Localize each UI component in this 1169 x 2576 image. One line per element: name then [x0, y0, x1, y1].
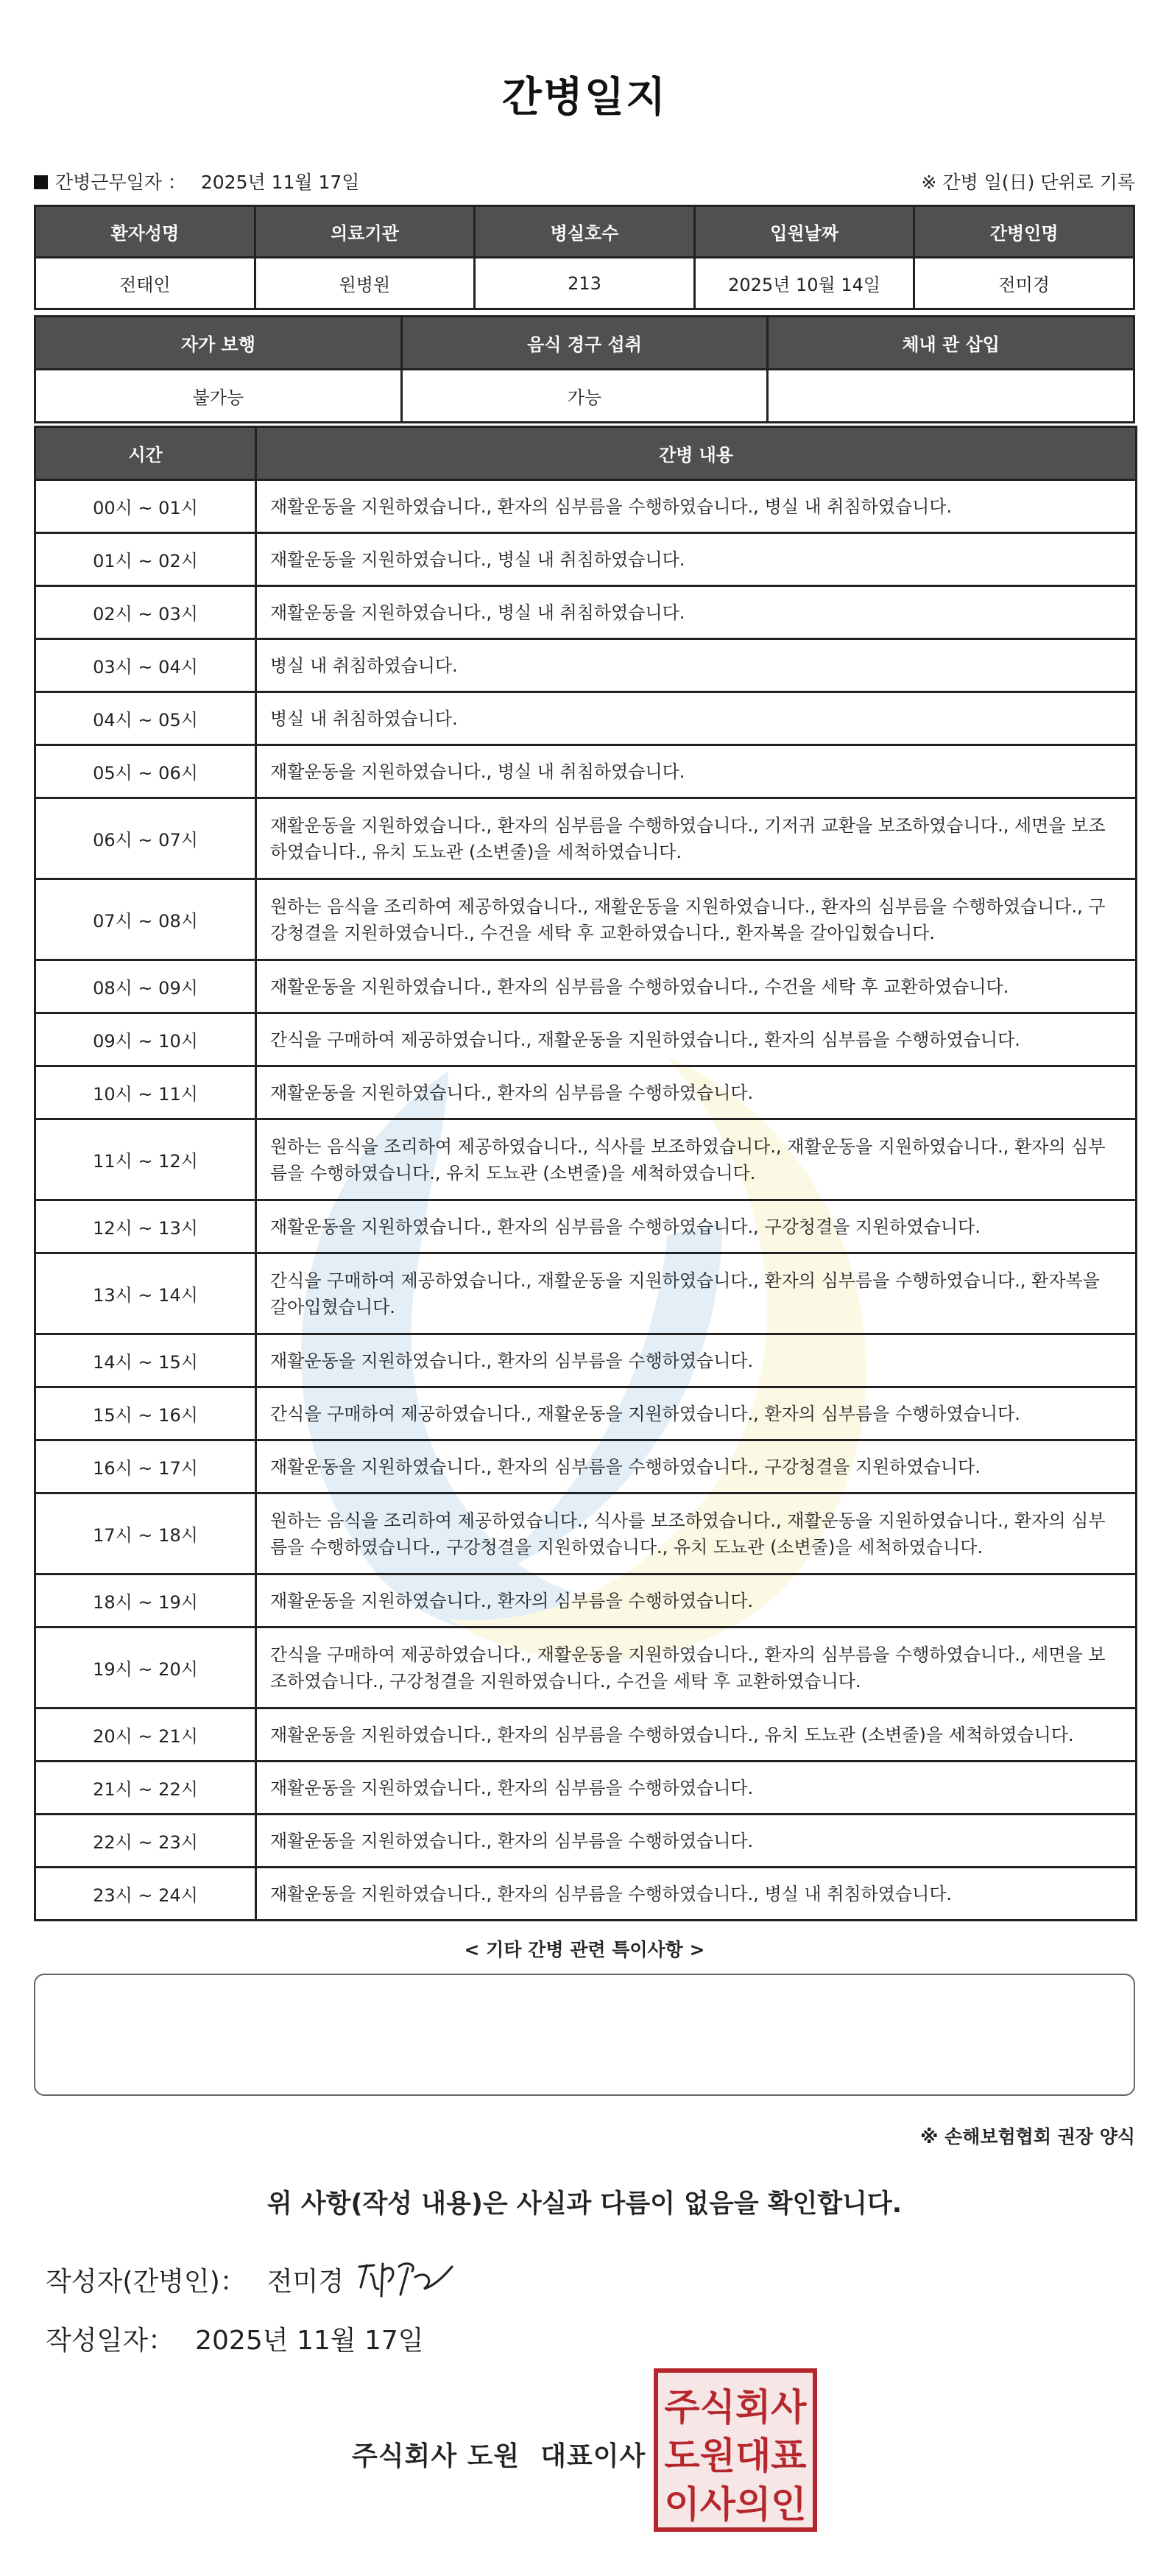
header-admission-date: 입원날짜 — [694, 206, 914, 258]
table-row — [35, 1708, 1137, 1762]
row-time: 07시 ~ 08시 — [35, 879, 256, 960]
row-content: 재활운동을 지원하였습니다., 병실 내 취침하였습니다. — [256, 533, 1137, 586]
row-time: 20시 ~ 21시 — [35, 1708, 256, 1762]
seal-line-3: 이사의인 — [664, 2483, 807, 2526]
admission-date: 2025년 10월 14일 — [694, 258, 914, 309]
row-content: 원하는 음식을 조리하여 제공하였습니다., 재활운동을 지원하였습니다., 환자의 심부름을 수행하였습니다., 구강청결을 지원하였습니다., 수건을 세탁 후 교환하였습니다., 환자복을 갈아입혔습니다. — [256, 879, 1137, 960]
row-time: 19시 ~ 20시 — [35, 1627, 256, 1708]
row-content: 재활운동을 지원하였습니다., 환자의 심부름을 수행하였습니다. — [256, 1815, 1137, 1868]
row-time: 01시 ~ 02시 — [35, 533, 256, 586]
row-content: 병실 내 취침하였습니다. — [256, 639, 1137, 692]
header-hospital: 의료기관 — [255, 206, 475, 258]
row-time: 23시 ~ 24시 — [35, 1868, 256, 1921]
table-row — [35, 1493, 1137, 1574]
row-time: 21시 ~ 22시 — [35, 1762, 256, 1815]
row-time: 10시 ~ 11시 — [35, 1066, 256, 1119]
signature-icon — [353, 2252, 464, 2304]
work-date-value: 2025년 11월 17일 — [200, 172, 360, 193]
table-row — [35, 1815, 1137, 1868]
patient-status-table — [34, 315, 1135, 423]
row-time: 16시 ~ 17시 — [35, 1440, 256, 1493]
table-row — [35, 1119, 1137, 1200]
patient-name: 전태인 — [35, 258, 255, 309]
table-row — [35, 745, 1137, 798]
row-time: 12시 ~ 13시 — [35, 1200, 256, 1253]
hospital-name: 원병원 — [255, 258, 475, 309]
row-time: 03시 ~ 04시 — [35, 639, 256, 692]
tube-insertion-value — [768, 370, 1134, 423]
table-row — [35, 1066, 1137, 1119]
table-row — [35, 1762, 1137, 1815]
row-content: 간식을 구매하여 제공하였습니다., 재활운동을 지원하였습니다., 환자의 심부름을 수행하였습니다. — [256, 1387, 1137, 1440]
table-row — [35, 1200, 1137, 1253]
table-row — [35, 1627, 1137, 1708]
row-time: 09시 ~ 10시 — [35, 1013, 256, 1066]
row-time: 14시 ~ 15시 — [35, 1334, 256, 1387]
header-tube-insertion: 체내 관 삽입 — [768, 317, 1134, 370]
row-content: 재활운동을 지원하였습니다., 병실 내 취침하였습니다. — [256, 586, 1137, 639]
row-content: 재활운동을 지원하였습니다., 환자의 심부름을 수행하였습니다. — [256, 1066, 1137, 1119]
table-row — [35, 586, 1137, 639]
row-content: 재활운동을 지원하였습니다., 환자의 심부름을 수행하였습니다., 병실 내 취침하였습니다. — [256, 1868, 1137, 1921]
row-time: 00시 ~ 01시 — [35, 480, 256, 533]
row-time: 22시 ~ 23시 — [35, 1815, 256, 1868]
company-rep: 대표이사 — [540, 2441, 646, 2471]
square-bullet-icon — [34, 175, 48, 189]
table-row — [35, 639, 1137, 692]
row-time: 08시 ~ 09시 — [35, 960, 256, 1013]
table-row — [35, 798, 1137, 879]
table-row — [35, 533, 1137, 586]
author-line — [46, 2261, 344, 2298]
company-name: 주식회사 도원 — [352, 2441, 520, 2471]
written-date-label: 작성일자： — [46, 2326, 175, 2356]
table-row — [35, 879, 1137, 960]
table-row — [35, 960, 1137, 1013]
row-time: 17시 ~ 18시 — [35, 1493, 256, 1574]
table-row — [35, 1334, 1137, 1387]
table-row — [35, 480, 1137, 533]
patient-info-table — [34, 205, 1135, 310]
row-time: 02시 ~ 03시 — [35, 586, 256, 639]
author-name: 전미경 — [266, 2267, 345, 2297]
source-note: ※ 손해보험협회 권장 양식 — [920, 2126, 1135, 2147]
header-oral-intake: 음식 경구 섭취 — [401, 317, 768, 370]
notes-box — [34, 1974, 1135, 2096]
row-content: 재활운동을 지원하였습니다., 환자의 심부름을 수행하였습니다., 기저귀 교환을 보조하였습니다., 세면을 보조하였습니다., 유치 도뇨관 (소변줄)을 세척하였습니다. — [256, 798, 1137, 879]
written-date-line — [46, 2320, 424, 2357]
row-time: 04시 ~ 05시 — [35, 692, 256, 745]
table-row — [35, 1387, 1137, 1440]
row-time: 11시 ~ 12시 — [35, 1119, 256, 1200]
header-time: 시간 — [35, 427, 256, 480]
author-label: 작성자(간병인)： — [46, 2267, 247, 2297]
page-title: 간병일지 — [501, 74, 668, 122]
row-time: 18시 ~ 19시 — [35, 1574, 256, 1627]
row-content: 간식을 구매하여 제공하였습니다., 재활운동을 지원하였습니다., 환자의 심부름을 수행하였습니다., 세면을 보조하였습니다., 구강청결을 지원하였습니다., 수건을 세탁 후 교환하였습니다. — [256, 1627, 1137, 1708]
caregiver-name: 전미경 — [914, 258, 1134, 309]
row-content: 원하는 음식을 조리하여 제공하였습니다., 식사를 보조하였습니다., 재활운동을 지원하였습니다., 환자의 심부름을 수행하였습니다., 구강청결을 지원하였습니다., 유치 도뇨관 (소변줄)을 세척하였습니다. — [256, 1493, 1137, 1574]
row-time: 13시 ~ 14시 — [35, 1253, 256, 1334]
row-content: 재활운동을 지원하였습니다., 환자의 심부름을 수행하였습니다., 병실 내 취침하였습니다. — [256, 480, 1137, 533]
row-content: 원하는 음식을 조리하여 제공하였습니다., 식사를 보조하였습니다., 재활운동을 지원하였습니다., 환자의 심부름을 수행하였습니다., 유치 도뇨관 (소변줄)을 세척하였습니다. — [256, 1119, 1137, 1200]
care-log-table — [34, 426, 1137, 1921]
unit-note: ※ 간병 일(日) 단위로 기록 — [921, 172, 1135, 193]
row-content: 재활운동을 지원하였습니다., 환자의 심부름을 수행하였습니다. — [256, 1574, 1137, 1627]
row-content: 재활운동을 지원하였습니다., 환자의 심부름을 수행하였습니다., 구강청결을 지원하였습니다. — [256, 1200, 1137, 1253]
work-date-line — [34, 168, 359, 194]
self-walking-value: 불가능 — [35, 370, 402, 423]
seal-line-2: 도원대표 — [664, 2435, 807, 2477]
header-caregiver-name: 간병인명 — [914, 206, 1134, 258]
header-patient-name: 환자성명 — [35, 206, 255, 258]
table-row — [35, 1868, 1137, 1921]
header-care-content: 간병 내용 — [256, 427, 1137, 480]
notes-title: < 기타 간병 관련 특이사항 > — [464, 1939, 705, 1960]
row-time: 15시 ~ 16시 — [35, 1387, 256, 1440]
row-content: 재활운동을 지원하였습니다., 환자의 심부름을 수행하였습니다., 유치 도뇨관 (소변줄)을 세척하였습니다. — [256, 1708, 1137, 1762]
table-row — [35, 1013, 1137, 1066]
row-content: 간식을 구매하여 제공하였습니다., 재활운동을 지원하였습니다., 환자의 심부름을 수행하였습니다., 환자복을 갈아입혔습니다. — [256, 1253, 1137, 1334]
confirmation-statement: 위 사항(작성 내용)은 사실과 다름이 없음을 확인합니다. — [266, 2189, 903, 2219]
row-content: 병실 내 취침하였습니다. — [256, 692, 1137, 745]
table-row — [35, 692, 1137, 745]
table-row — [35, 1253, 1137, 1334]
table-row — [35, 1574, 1137, 1627]
row-content: 재활운동을 지원하였습니다., 병실 내 취침하였습니다. — [256, 745, 1137, 798]
written-date-value: 2025년 11월 17일 — [195, 2326, 424, 2356]
company-seal-icon — [654, 2368, 817, 2532]
row-time: 05시 ~ 06시 — [35, 745, 256, 798]
oral-intake-value: 가능 — [401, 370, 768, 423]
header-self-walking: 자가 보행 — [35, 317, 402, 370]
work-date-label: 간병근무일자 ： — [55, 172, 186, 193]
header-room: 병실호수 — [475, 206, 695, 258]
row-content: 간식을 구매하여 제공하였습니다., 재활운동을 지원하였습니다., 환자의 심부름을 수행하였습니다. — [256, 1013, 1137, 1066]
row-content: 재활운동을 지원하였습니다., 환자의 심부름을 수행하였습니다. — [256, 1334, 1137, 1387]
company-line — [352, 2435, 646, 2473]
row-content: 재활운동을 지원하였습니다., 환자의 심부름을 수행하였습니다., 구강청결을 지원하였습니다. — [256, 1440, 1137, 1493]
room-number: 213 — [475, 258, 695, 309]
seal-line-1: 주식회사 — [664, 2386, 807, 2429]
row-content: 재활운동을 지원하였습니다., 환자의 심부름을 수행하였습니다. — [256, 1762, 1137, 1815]
row-content: 재활운동을 지원하였습니다., 환자의 심부름을 수행하였습니다., 수건을 세탁 후 교환하였습니다. — [256, 960, 1137, 1013]
row-time: 06시 ~ 07시 — [35, 798, 256, 879]
table-row — [35, 1440, 1137, 1493]
